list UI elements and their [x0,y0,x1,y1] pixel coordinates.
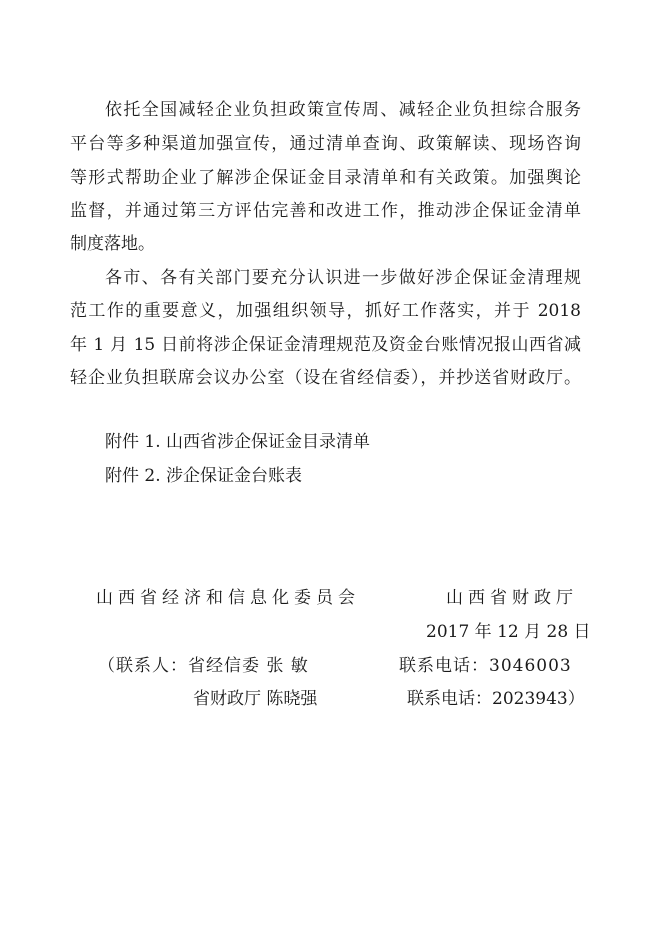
contact-phone-1: 联系电话：3046003 [399,656,572,676]
paragraph-line: 范工作的重要意义，加强组织领导，抓好工作落实，并于 2018 [70,301,581,321]
contact-phone-2: 联系电话：2023943） [407,689,585,709]
paragraph-line: 平台等多种渠道加强宣传，通过清单查询、政策解读、现场咨询 [70,134,581,154]
attachment-item: 附件 2. 涉企保证金台账表 [105,466,303,486]
attachment-item: 附件 1. 山西省涉企保证金目录清单 [105,432,371,452]
paragraph-line: 年 1 月 15 日前将涉企保证金清理规范及资金台账情况报山西省减 [70,335,581,355]
contact-person-1: （联系人：省经信委 张 敏 [98,656,309,676]
issuer-finance-department: 山西省财政厅 [446,588,578,608]
paragraph-line: 等形式帮助企业了解涉企保证金目录清单和有关政策。加强舆论 [70,168,581,188]
issue-date: 2017 年 12 月 28 日 [426,622,591,642]
issuer-economy-commission: 山西省经济和信息化委员会 [96,588,360,608]
paragraph-line: 监督，并通过第三方评估完善和改进工作，推动涉企保证金清单 [70,201,581,221]
contact-person-2: 省财政厅 陈晓强 [193,689,318,709]
paragraph-line: 依托全国减轻企业负担政策宣传周、减轻企业负担综合服务 [105,100,581,120]
paragraph-line: 各市、各有关部门要充分认识进一步做好涉企保证金清理规 [105,268,581,288]
paragraph-line: 轻企业负担联席会议办公室（设在省经信委），并抄送省财政厅。 [70,368,581,388]
paragraph-line: 制度落地。 [70,234,155,254]
